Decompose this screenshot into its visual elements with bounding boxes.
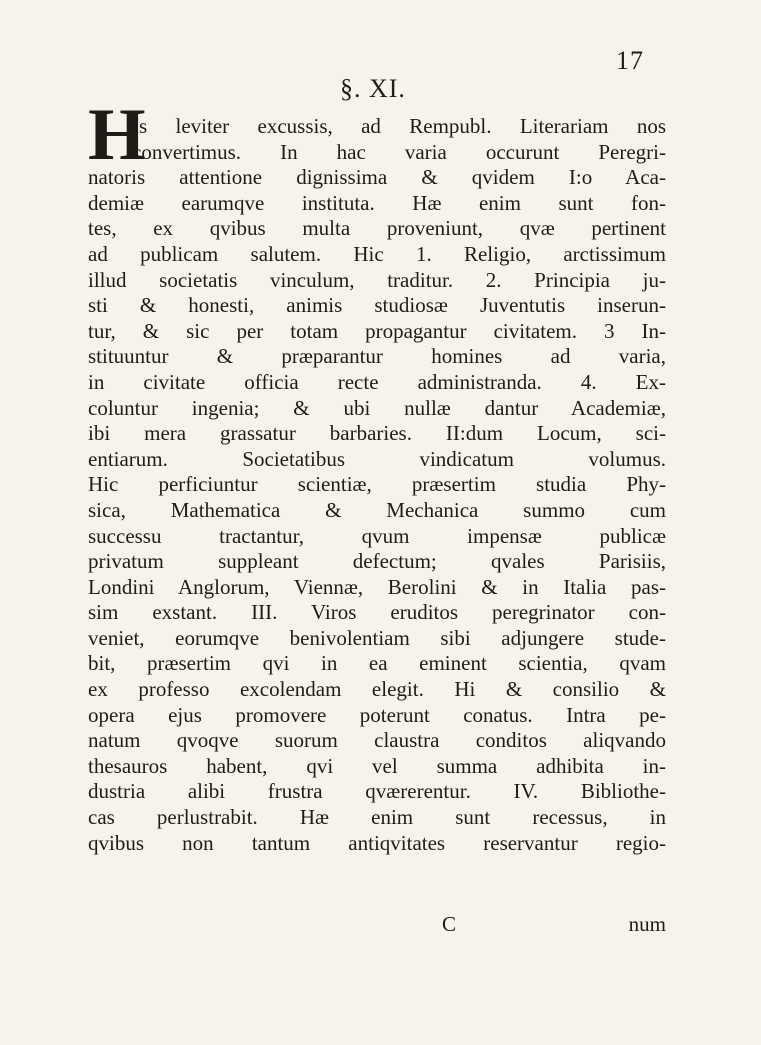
text-line: ex professo excolendam elegit. Hi & consilio & (88, 677, 666, 702)
page-number: 17 (616, 46, 644, 75)
text-line: Londini Anglorum, Viennæ, Berolini & in Italia pas- (88, 574, 666, 599)
text-line: sti & honesti, animis studiosæ Juventutis inserun- (88, 293, 666, 318)
text-line: dustria alibi frustra qværerentur. IV. Bibliothe- (88, 779, 666, 804)
text-line: ibi mera grassatur barbaries. II:dum Locum, sci- (88, 421, 666, 446)
page-footer (88, 912, 666, 940)
text-line: cas perlustrabit. Hæ enim sunt recessus, in (88, 805, 666, 830)
text-line: tes, ex qvibus multa proveniunt, qvæ pertinent (88, 216, 666, 241)
text-line: privatum suppleant defectum; qvales Parisiis, (88, 549, 666, 574)
text-line: veniet, eorumqve benivolentiam sibi adjungere stude- (88, 625, 666, 650)
text-line: entiarum. Societatibus vindicatum volumus. (88, 446, 666, 471)
text-line: natoris attentione dignissima & qvidem I:o Aca- (88, 165, 666, 190)
text-line: Hic perficiuntur scientiæ, præsertim studia Phy- (88, 472, 666, 497)
text-line: stituuntur & præparantur homines ad varia, (88, 344, 666, 369)
body-text (88, 114, 666, 856)
text-line: Is leviter excussis, ad Rempubl. Literariam nos (132, 114, 666, 138)
text-line: in civitate officia recte administranda. 4. Ex- (88, 369, 666, 394)
text-line: ad publicam salutem. Hic 1. Religio, arctissimum (88, 241, 666, 266)
section-heading: §. XI. (340, 74, 406, 103)
text-line: bit, præsertim qvi in ea eminent scientia, qvam (88, 651, 666, 676)
text-line: coluntur ingenia; & ubi nullæ dantur Academiæ, (88, 395, 666, 420)
signature-mark: C (442, 912, 457, 936)
text-line: tur, & sic per totam propagantur civitatem. 3 In- (88, 318, 666, 343)
text-line: opera ejus promovere poterunt conatus. Intra pe- (88, 702, 666, 727)
text-line: convertimus. In hac varia occurunt Peregri- (132, 139, 666, 164)
text-line: thesauros habent, qvi vel summa adhibita in- (88, 753, 666, 778)
catchword: num (628, 912, 666, 936)
text-line: sim exstant. III. Viros eruditos peregrinator con- (88, 600, 666, 625)
text-line: illud societatis vinculum, traditur. 2. Principia ju- (88, 267, 666, 292)
drop-cap: H (88, 94, 146, 176)
text-line: sica, Mathematica & Mechanica summo cum (88, 497, 666, 522)
text-line: successu tractantur, qvum impensæ publicæ (88, 523, 666, 548)
text-line: natum qvoqve suorum claustra conditos aliqvando (88, 728, 666, 753)
text-line: demiæ earumqve instituta. Hæ enim sunt fon- (88, 190, 666, 215)
text-line: qvibus non tantum antiqvitates reservantur regio- (88, 830, 666, 855)
